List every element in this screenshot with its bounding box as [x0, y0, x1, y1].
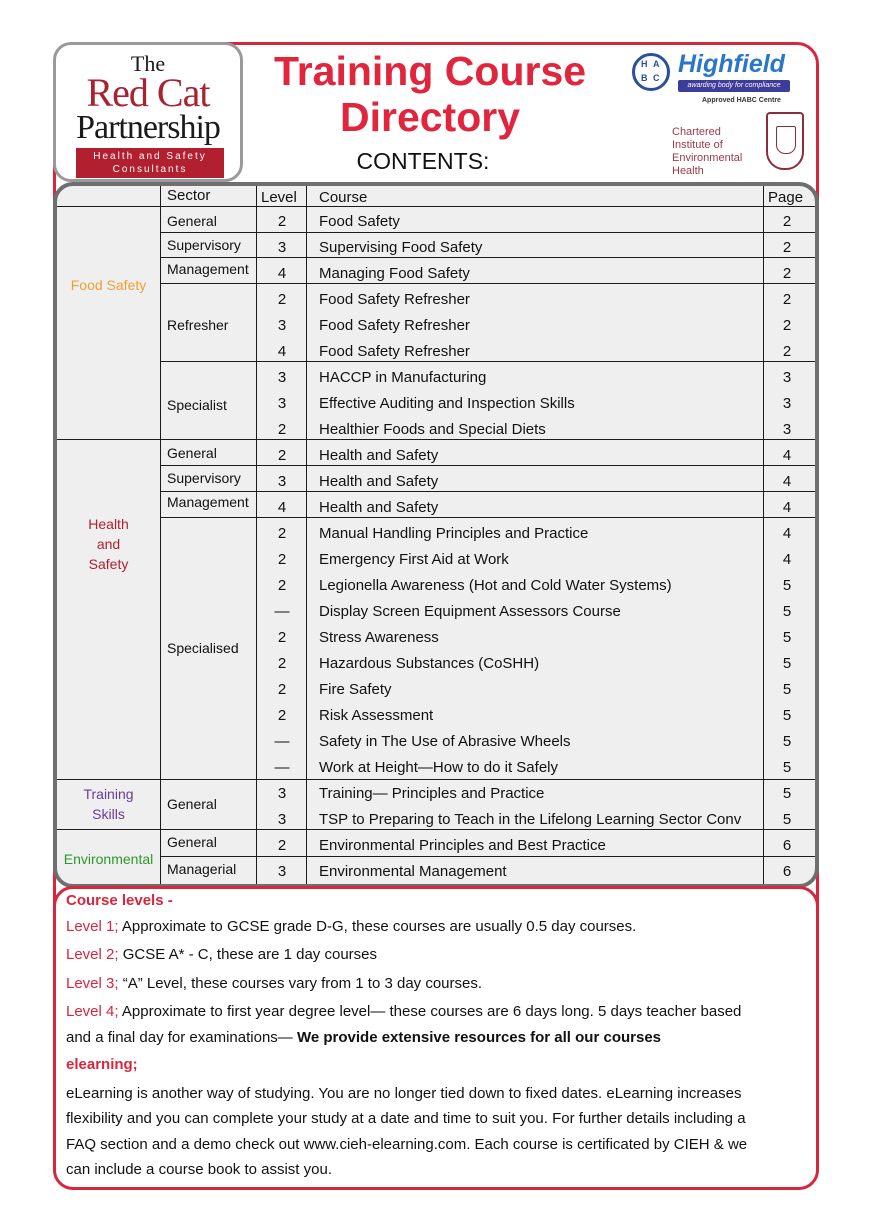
- habc-letter: H: [641, 59, 648, 69]
- sector-training-skills: [57, 784, 160, 824]
- logo-the: The: [130, 51, 166, 76]
- habc-letter: A: [653, 59, 660, 69]
- header-sector: Sector: [167, 187, 211, 204]
- course-name: Work at Height—How to do it Safely: [319, 759, 558, 776]
- header-course: Course: [319, 189, 368, 206]
- sector-line: Skills: [92, 806, 125, 822]
- level-1-note: [66, 918, 636, 935]
- course-level: 3: [277, 369, 287, 386]
- course-page: 5: [782, 759, 792, 776]
- logo-tagline-1: Health and Safety: [93, 151, 207, 162]
- course-level: 3: [277, 395, 287, 412]
- page-title: [245, 48, 615, 140]
- level-3-text: “A” Level, these courses vary from 1 to 3 day courses.: [118, 975, 483, 992]
- level-2-label: Level 2;: [66, 946, 119, 963]
- cieh-line: Chartered: [672, 126, 721, 138]
- course-levels-heading: Course levels -: [66, 892, 173, 909]
- level-1-label: Level 1;: [66, 918, 119, 935]
- contents-label: CONTENTS:: [356, 148, 490, 174]
- course-page: 5: [782, 681, 792, 698]
- course-page: 4: [782, 525, 792, 542]
- course-name: Stress Awareness: [319, 629, 439, 646]
- course-level: 2: [277, 707, 287, 724]
- course-name: Training— Principles and Practice: [319, 785, 545, 802]
- cieh-logo-text: [672, 126, 764, 178]
- course-level: 4: [277, 265, 287, 282]
- row-divider: [160, 361, 819, 362]
- level-4-note-cont: [66, 1029, 661, 1046]
- course-level: 3: [277, 473, 287, 490]
- level-4-text-2: and a final day for examinations—: [66, 1029, 297, 1046]
- title-line-1: Training Course: [273, 48, 587, 94]
- course-name: TSP to Preparing to Teach in the Lifelong Learning Sector Conv: [319, 811, 742, 828]
- logo-partnership: Partnership: [76, 109, 220, 146]
- sector-line: Training: [83, 786, 134, 802]
- highfield-approved: Approved HABC Centre: [702, 97, 781, 104]
- course-level: 4: [277, 499, 287, 516]
- course-level: 3: [277, 317, 287, 334]
- course-level: 2: [277, 551, 287, 568]
- sector-column-divider: [160, 186, 161, 888]
- level-1-text: Approximate to GCSE grade D-G, these courses are usually 0.5 day courses.: [118, 918, 637, 935]
- course-level: 2: [277, 525, 287, 542]
- elearning-line: FAQ section and a demo check out www.cieh-elearning.com. Each course is certificated by CIEH & we: [66, 1136, 748, 1153]
- course-level: 3: [277, 785, 287, 802]
- level-4-text: Approximate to first year degree level— these courses are 6 days long. 5 days teacher based: [118, 1003, 742, 1020]
- course-page: 4: [782, 499, 792, 516]
- subsector-label: General: [167, 213, 217, 229]
- header-level: Level: [261, 189, 297, 206]
- highfield-tagline: awarding body for compliance: [678, 80, 790, 92]
- subsector-label: Supervisory: [167, 470, 241, 486]
- course-page: 2: [782, 317, 792, 334]
- subsector-label: General: [167, 796, 217, 812]
- course-level: 3: [277, 811, 287, 828]
- course-name: Environmental Management: [319, 863, 507, 880]
- course-page: 5: [782, 629, 792, 646]
- subsector-label: Managerial: [167, 861, 237, 877]
- course-level: 2: [277, 629, 287, 646]
- page-column-divider: [763, 186, 764, 888]
- title-line-2: Directory: [339, 94, 520, 140]
- course-name: Food Safety: [319, 213, 400, 230]
- course-page: 3: [782, 421, 792, 438]
- cieh-line: Environmental: [672, 152, 743, 164]
- cieh-line: Institute of: [672, 139, 723, 151]
- subsector-label: Management: [167, 261, 249, 277]
- elearning-line: eLearning is another way of studying. You are no longer tied down to fixed dates. eLearning increases: [66, 1085, 742, 1102]
- course-name: Fire Safety: [319, 681, 392, 698]
- course-page: 2: [782, 265, 792, 282]
- course-level: 2: [277, 681, 287, 698]
- course-level: 2: [277, 577, 287, 594]
- course-level: 3: [277, 239, 287, 256]
- course-level: 2: [277, 291, 287, 308]
- subsector-label: Specialist: [167, 397, 227, 413]
- course-page: 5: [782, 655, 792, 672]
- subsector-label: Supervisory: [167, 237, 241, 253]
- course-level: 2: [277, 655, 287, 672]
- course-level: 2: [277, 837, 287, 854]
- course-name: Managing Food Safety: [319, 265, 470, 282]
- logo-tagline-2: Consultants: [112, 164, 188, 175]
- sector-line: Safety: [88, 556, 129, 572]
- sector-health-and-safety: [57, 514, 160, 574]
- course-page: 5: [782, 577, 792, 594]
- row-divider: [160, 491, 819, 492]
- subsector-label: Specialised: [167, 640, 239, 656]
- course-name: Food Safety Refresher: [319, 343, 470, 360]
- subsector-label: General: [167, 445, 217, 461]
- course-page: 4: [782, 447, 792, 464]
- row-divider: [160, 517, 819, 518]
- row-divider: [160, 465, 819, 466]
- course-name: Hazardous Substances (CoSHH): [319, 655, 540, 672]
- course-name: Supervising Food Safety: [319, 239, 483, 256]
- logo-tagline: [76, 148, 224, 178]
- sector-line: and: [96, 536, 121, 552]
- course-page: 5: [782, 733, 792, 750]
- course-name: Health and Safety: [319, 447, 439, 464]
- cieh-crest-icon: [766, 112, 804, 170]
- elearning-line: flexibility and you can complete your study at a date and time to suit you. For further details including a: [66, 1110, 746, 1127]
- subsector-label: Management: [167, 494, 249, 510]
- cieh-line: Health: [672, 165, 704, 177]
- course-page: 6: [782, 863, 792, 880]
- course-level: —: [274, 603, 290, 620]
- level-4-note: [66, 1003, 741, 1020]
- elearning-heading: elearning;: [66, 1056, 138, 1073]
- habc-letter: C: [653, 73, 660, 83]
- sector-environmental: Environmental: [63, 851, 154, 867]
- header-divider: [160, 206, 819, 207]
- subsector-label: Refresher: [167, 317, 229, 333]
- course-name: HACCP in Manufacturing: [319, 369, 487, 386]
- course-page: 5: [782, 603, 792, 620]
- course-page: 2: [782, 343, 792, 360]
- sector-line: Health: [88, 516, 129, 532]
- course-level: 2: [277, 213, 287, 230]
- course-name: Safety in The Use of Abrasive Wheels: [319, 733, 571, 750]
- level-4-label: Level 4;: [66, 1003, 119, 1020]
- course-page: 5: [782, 707, 792, 724]
- elearning-line: can include a course book to assist you.: [66, 1161, 332, 1178]
- habc-badge-icon: [632, 53, 670, 91]
- course-page: 3: [782, 369, 792, 386]
- contents-table: [53, 182, 819, 888]
- row-divider: [160, 283, 819, 284]
- highfield-logo-name: Highfield: [678, 50, 785, 78]
- header-page: Page: [768, 189, 804, 206]
- level-column-divider: [256, 186, 257, 888]
- course-page: 2: [782, 213, 792, 230]
- course-page: 3: [782, 395, 792, 412]
- row-divider: [160, 257, 819, 258]
- course-level: 2: [277, 421, 287, 438]
- course-page: 2: [782, 239, 792, 256]
- course-level: 4: [277, 343, 287, 360]
- course-name: Health and Safety: [319, 499, 439, 516]
- group-divider: [57, 829, 819, 830]
- course-page: 4: [782, 551, 792, 568]
- course-name: Legionella Awareness (Hot and Cold Water Systems): [319, 577, 672, 594]
- course-name: Manual Handling Principles and Practice: [319, 525, 589, 542]
- course-name: Food Safety Refresher: [319, 291, 470, 308]
- row-divider: [160, 232, 819, 233]
- resources-statement: We provide extensive resources for all our courses: [296, 1029, 662, 1046]
- level-3-note: [66, 975, 482, 992]
- course-page: 5: [782, 785, 792, 802]
- level-2-note: [66, 946, 377, 963]
- course-name: Food Safety Refresher: [319, 317, 470, 334]
- sector-food-safety: Food Safety: [70, 277, 147, 293]
- course-page: 2: [782, 291, 792, 308]
- habc-letter: B: [641, 73, 648, 83]
- course-column-divider: [306, 186, 307, 888]
- course-page: 6: [782, 837, 792, 854]
- logo-red-cat: Red Cat: [86, 70, 210, 115]
- group-divider: [57, 779, 819, 780]
- subsector-label: General: [167, 834, 217, 850]
- row-divider: [160, 856, 819, 857]
- course-name: Risk Assessment: [319, 707, 434, 724]
- course-name: Emergency First Aid at Work: [319, 551, 509, 568]
- level-3-label: Level 3;: [66, 975, 119, 992]
- course-level: 2: [277, 447, 287, 464]
- level-2-text: GCSE A* - C, these are 1 day courses: [118, 946, 377, 963]
- course-name: Health and Safety: [319, 473, 439, 490]
- group-divider: [57, 206, 160, 207]
- course-level: 3: [277, 863, 287, 880]
- course-page: 4: [782, 473, 792, 490]
- course-level: —: [274, 759, 290, 776]
- course-name: Environmental Principles and Best Practice: [319, 837, 606, 854]
- course-name: Display Screen Equipment Assessors Course: [319, 603, 621, 620]
- course-level: —: [274, 733, 290, 750]
- course-page: 5: [782, 811, 792, 828]
- red-cat-logo: [53, 42, 243, 182]
- group-divider: [57, 439, 819, 440]
- course-name: Effective Auditing and Inspection Skills: [319, 395, 575, 412]
- course-name: Healthier Foods and Special Diets: [319, 421, 546, 438]
